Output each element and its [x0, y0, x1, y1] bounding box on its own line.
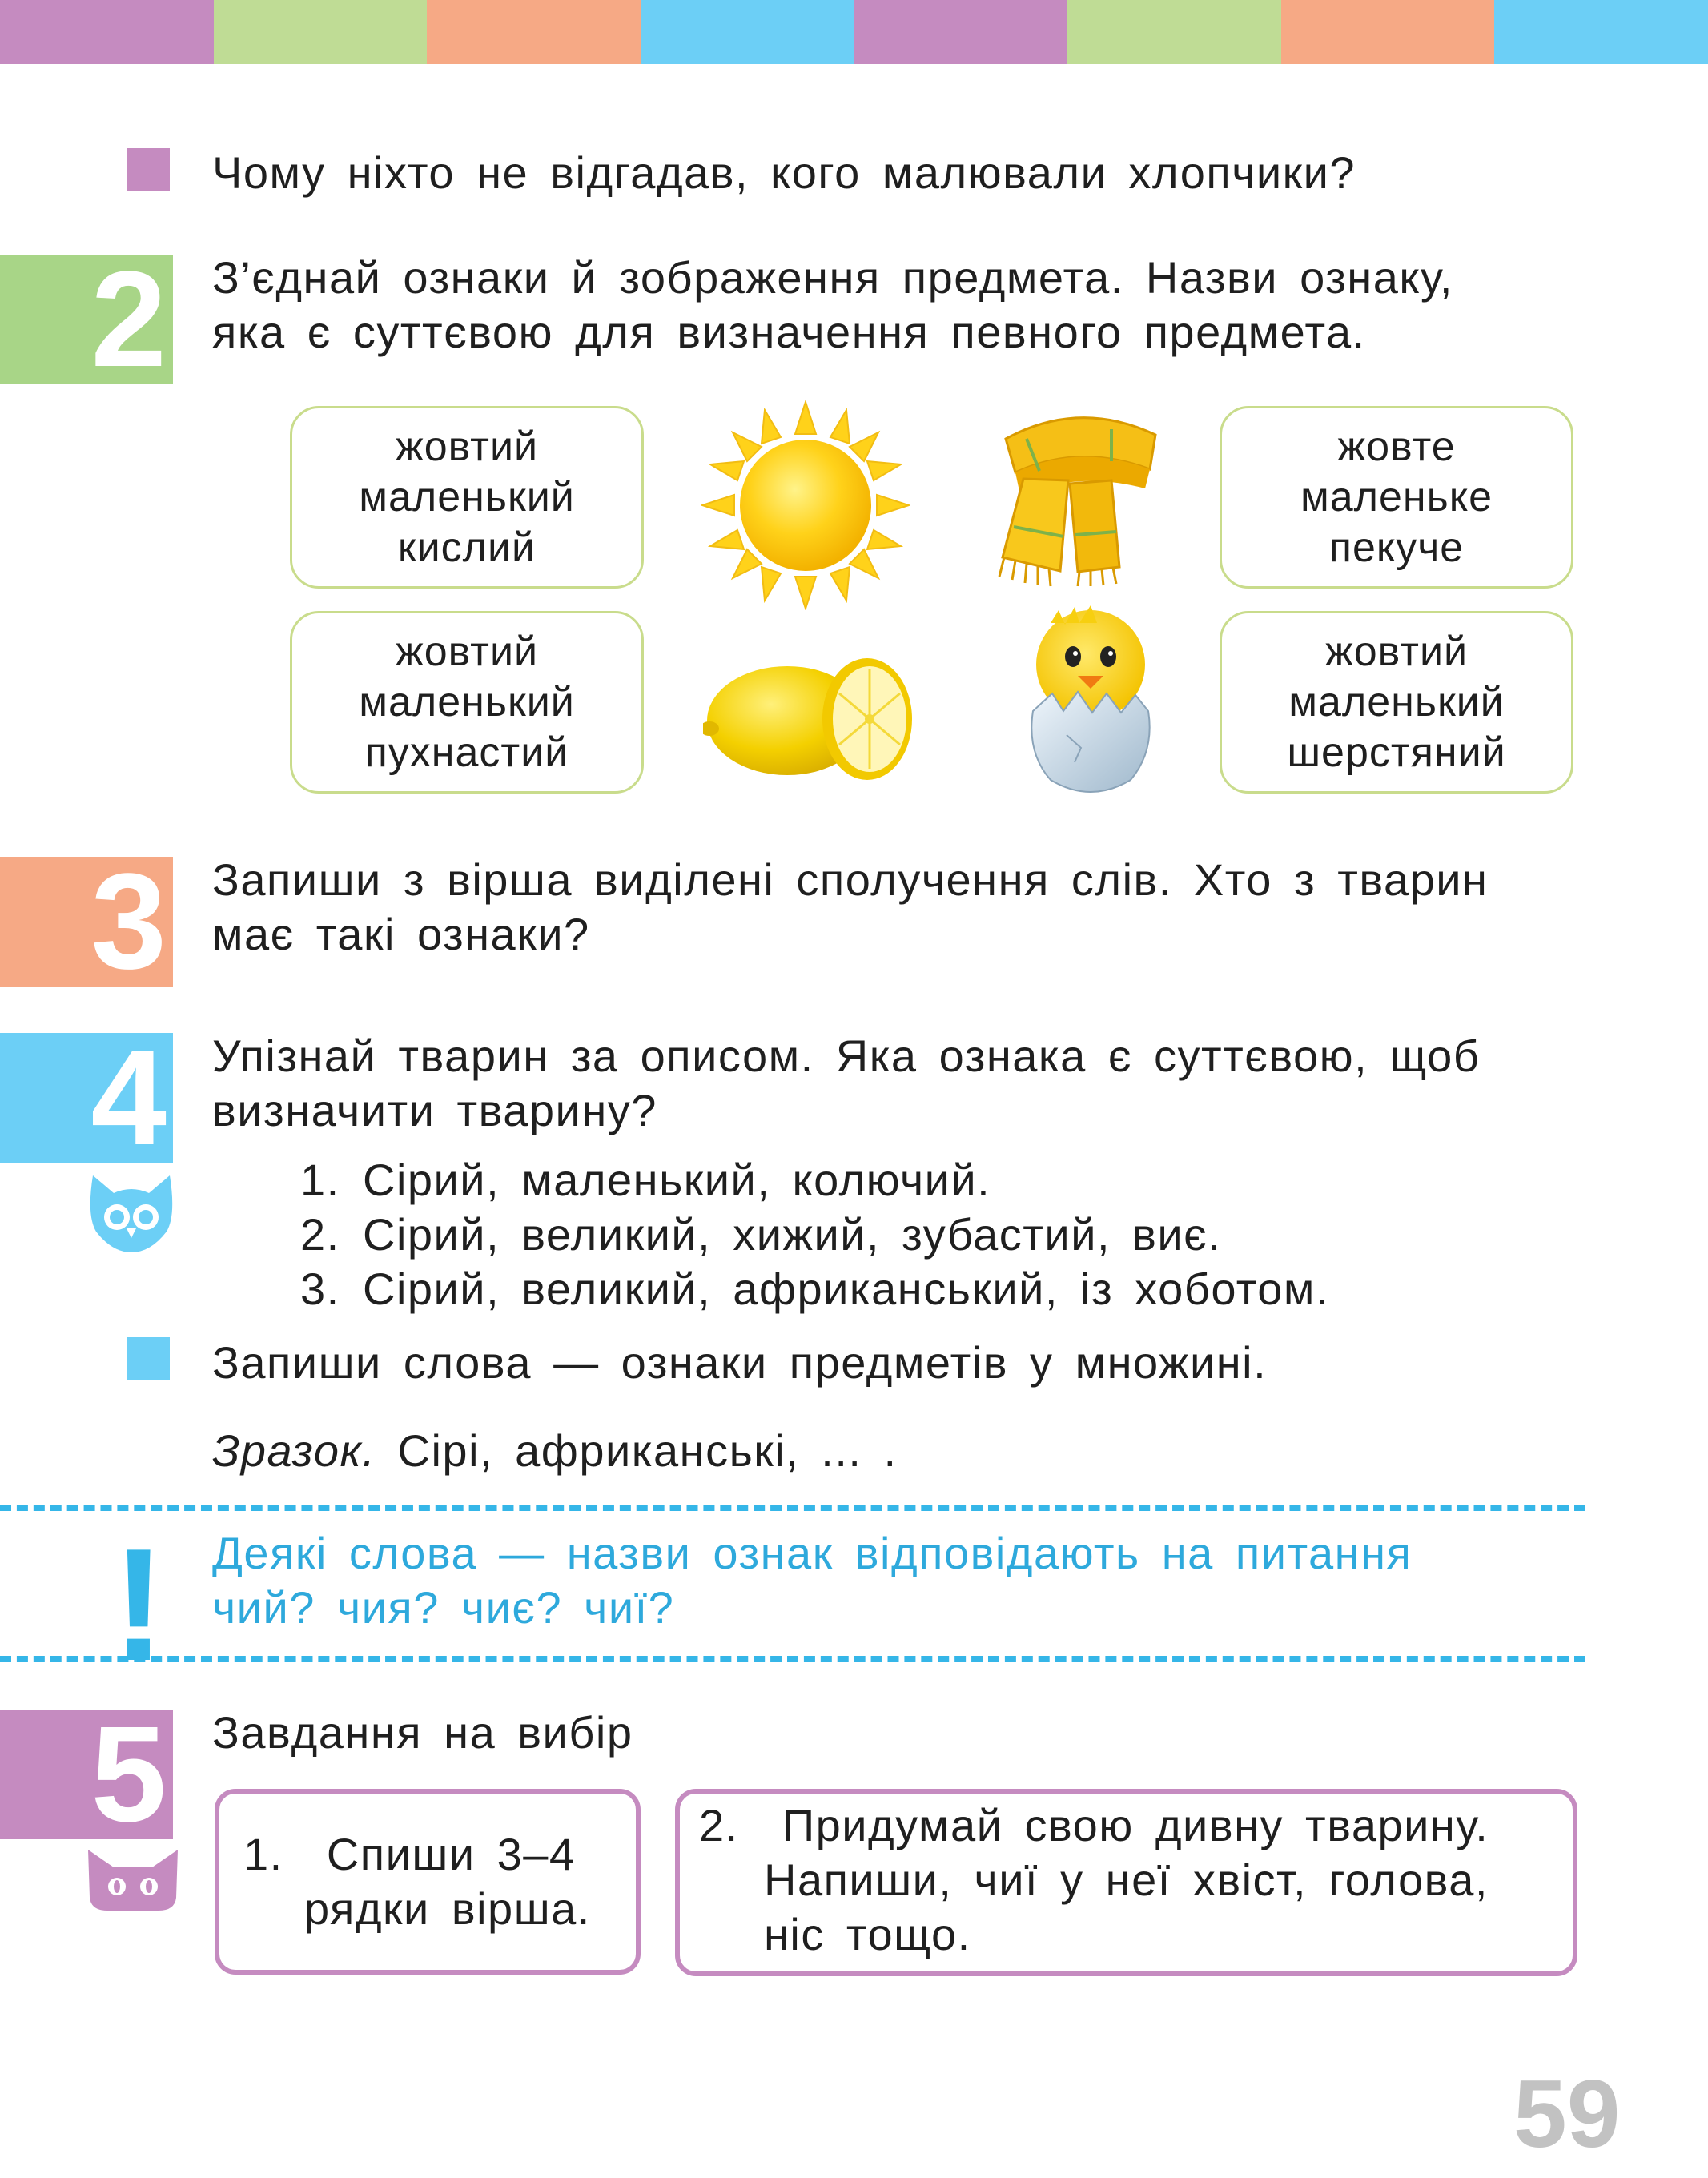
top-color-bar — [0, 0, 1708, 64]
task-5-number: 5 — [90, 1698, 167, 1850]
task-5-title: Завдання на вибір — [212, 1707, 633, 1758]
list-text: Сірий, маленький, колючий. — [363, 1155, 991, 1205]
scarf-icon[interactable] — [991, 407, 1167, 587]
task-4-instruction-line1: Упізнай тварин за описом. Яка ознака є суттєвою, щоб — [212, 1031, 1481, 1081]
list-text: Сірий, великий, хижий, зубастий, виє. — [363, 1209, 1222, 1260]
option-word: маленький — [1288, 678, 1505, 725]
color-segment — [0, 0, 214, 64]
task-3-number-block — [0, 846, 173, 998]
plural-instruction: Запиши слова — ознаки предметів у множині. — [212, 1337, 1268, 1388]
animal-description-3 — [300, 1262, 1329, 1316]
option-word: шерстяний — [1287, 729, 1506, 776]
exclamation-icon: ! — [112, 1516, 166, 1694]
task-2-number-block — [0, 243, 173, 396]
list-number: 1. — [300, 1155, 340, 1205]
choice-2-line1 — [699, 1798, 1489, 1853]
intro-question: Чому ніхто не відгадав, кого малювали хлопчики? — [212, 147, 1356, 198]
animal-description-1 — [300, 1153, 991, 1208]
choice-text: Спиши 3–4 — [326, 1829, 576, 1879]
sample-line — [212, 1424, 898, 1478]
task-4-number: 4 — [90, 1022, 167, 1174]
rule-top-divider — [0, 1505, 1585, 1511]
option-word: жовтий — [395, 628, 539, 675]
option-word: жовте — [1337, 423, 1456, 470]
animal-description-2 — [300, 1208, 1221, 1262]
task-5-number-block — [0, 1698, 173, 1850]
color-segment — [427, 0, 641, 64]
color-segment — [641, 0, 854, 64]
task-3-instruction-line2: має такі ознаки? — [212, 909, 590, 959]
color-segment — [1494, 0, 1708, 64]
option-word: жовтий — [395, 423, 539, 470]
rule-text-line1: Деякі слова — назви ознак відповідають на питання — [212, 1528, 1413, 1578]
sample-text: Сірі, африканські, ... . — [376, 1425, 898, 1476]
choice-number: 1. — [243, 1829, 283, 1879]
task-3-number: 3 — [90, 846, 167, 998]
choice-1-box[interactable] — [215, 1789, 641, 1975]
choice-text: Придумай свою дивну тварину. — [782, 1800, 1489, 1850]
owl-icon — [86, 1175, 176, 1252]
sun-icon[interactable] — [701, 400, 910, 610]
list-number: 3. — [300, 1264, 340, 1314]
task-4-number-block — [0, 1022, 173, 1174]
lemon-icon[interactable] — [703, 649, 919, 785]
option-word: жовтий — [1324, 628, 1469, 675]
choice-1-line2: рядки вірша. — [304, 1883, 591, 1934]
cat-icon — [86, 1850, 179, 1911]
choice-2-line2: Напиши, чиї у неї хвіст, голова, — [764, 1855, 1489, 1905]
choice-2-box[interactable] — [675, 1789, 1577, 1976]
option-box-woolen[interactable] — [1220, 611, 1573, 794]
page-number: 59 — [1513, 2060, 1621, 2168]
chick-icon[interactable] — [1019, 599, 1163, 799]
task-2-number: 2 — [90, 243, 167, 396]
option-box-fluffy[interactable] — [290, 611, 644, 794]
task-2-instruction-line2: яка є суттєвою для визначення певного предмета. — [212, 307, 1366, 357]
choice-1-line1 — [243, 1827, 576, 1882]
choice-number: 2. — [699, 1800, 739, 1850]
option-word: кислий — [397, 524, 537, 571]
blue-bullet-square — [127, 1337, 170, 1380]
task-3-instruction-line1: Запиши з вірша виділені сполучення слів. Хто з тварин — [212, 854, 1489, 905]
option-word: пухнастий — [364, 729, 569, 776]
task-2-instruction-line1: З’єднай ознаки й зображення предмета. Назви ознаку, — [212, 252, 1453, 303]
list-number: 2. — [300, 1209, 340, 1260]
purple-bullet-square — [127, 148, 170, 191]
rule-bottom-divider — [0, 1656, 1585, 1662]
option-box-hot[interactable] — [1220, 406, 1573, 589]
option-word: маленький — [359, 678, 575, 725]
color-segment — [1281, 0, 1495, 64]
option-word: пекуче — [1328, 524, 1465, 571]
rule-text-line2: чий? чия? чиє? чиї? — [212, 1582, 675, 1633]
choice-2-line3: ніс тощо. — [764, 1909, 971, 1959]
color-segment — [214, 0, 428, 64]
option-box-sour[interactable] — [290, 406, 644, 589]
color-segment — [1067, 0, 1281, 64]
sample-label: Зразок. — [212, 1425, 376, 1476]
option-word: маленький — [359, 473, 575, 520]
color-segment — [854, 0, 1068, 64]
task-4-instruction-line2: визначити тварину? — [212, 1085, 657, 1135]
list-text: Сірий, великий, африканський, із хоботом. — [363, 1264, 1329, 1314]
option-word: маленьке — [1300, 473, 1493, 520]
